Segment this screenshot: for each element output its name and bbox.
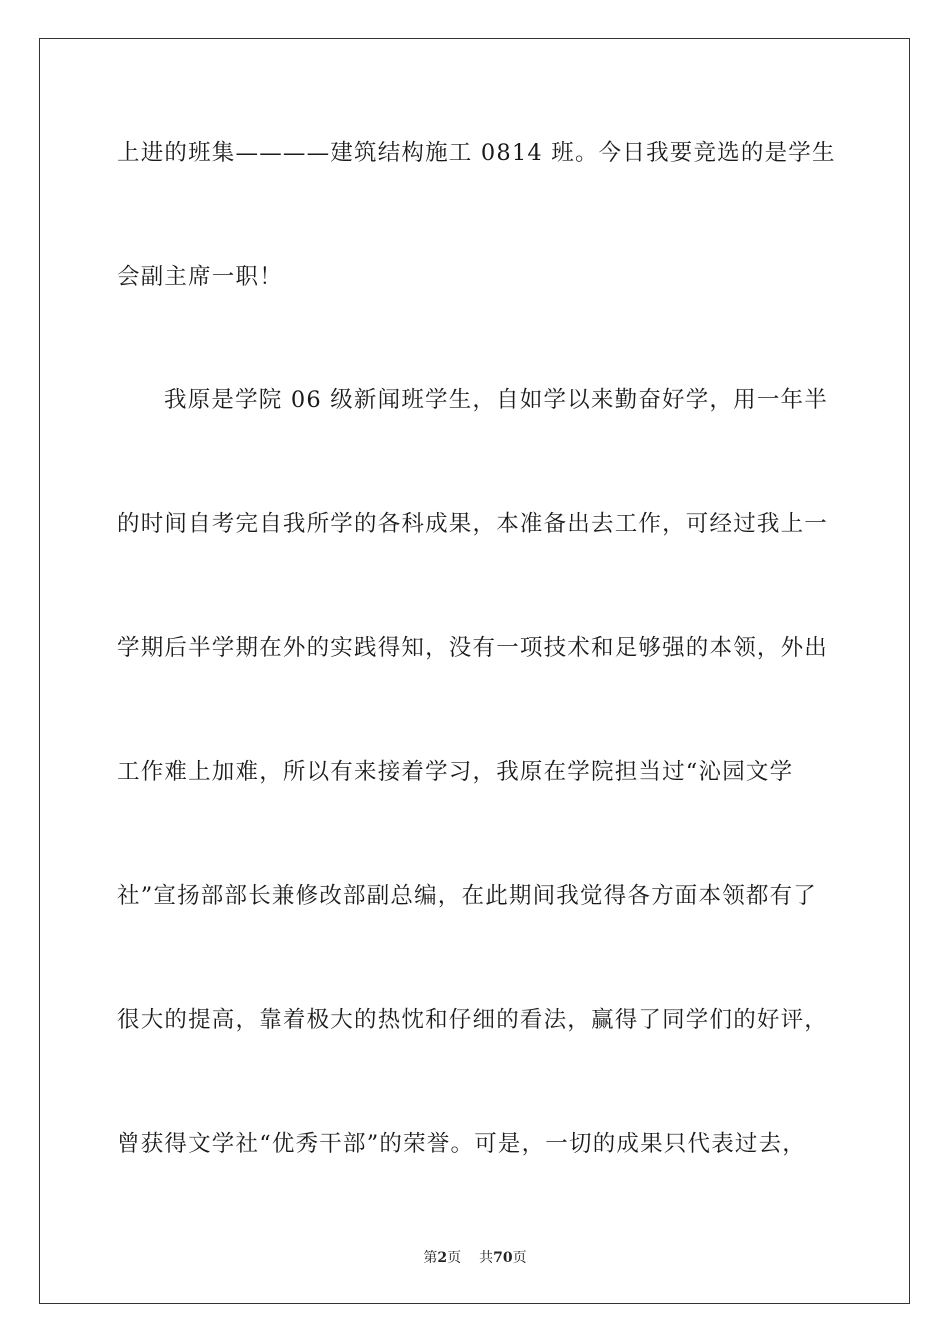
footer-page-prefix: 第 — [423, 1250, 438, 1266]
footer-total-number: 70 — [493, 1250, 513, 1266]
text-line-7: 社”宣扬部部长兼修改部副总编，在此期间我觉得各方面本领都有了 — [117, 883, 818, 909]
text-line-8: 很大的提高，靠着极大的热忱和仔细的看法，赢得了同学们的好评， — [117, 1007, 829, 1033]
text-line-3-paragraph-start: 我原是学院 06 级新闻班学生，自如学以来勤奋好学，用一年半 — [164, 387, 828, 413]
text-line-4: 的时间自考完自我所学的各科成果，本准备出去工作，可经过我上一 — [117, 511, 829, 537]
footer-page-suffix: 页 — [447, 1250, 462, 1266]
page-footer — [0, 1247, 950, 1267]
footer-total-suffix: 页 — [512, 1250, 527, 1266]
text-line-2: 会副主席一职！ — [117, 264, 283, 290]
text-line-5: 学期后半学期在外的实践得知，没有一项技术和足够强的本领，外出 — [117, 635, 829, 661]
footer-page-number: 2 — [437, 1250, 448, 1266]
text-line-9: 曾获得文学社“优秀干部”的荣誉。可是，一切的成果只代表过去， — [117, 1131, 807, 1157]
text-line-6: 工作难上加难，所以有来接着学习，我原在学院担当过“沁园文学 — [117, 759, 794, 785]
page-border — [39, 38, 910, 1304]
footer-total-prefix: 共 — [479, 1250, 494, 1266]
text-line-1: 上进的班集————建筑结构施工 0814 班。今日我要竞选的是学生 — [117, 140, 836, 166]
